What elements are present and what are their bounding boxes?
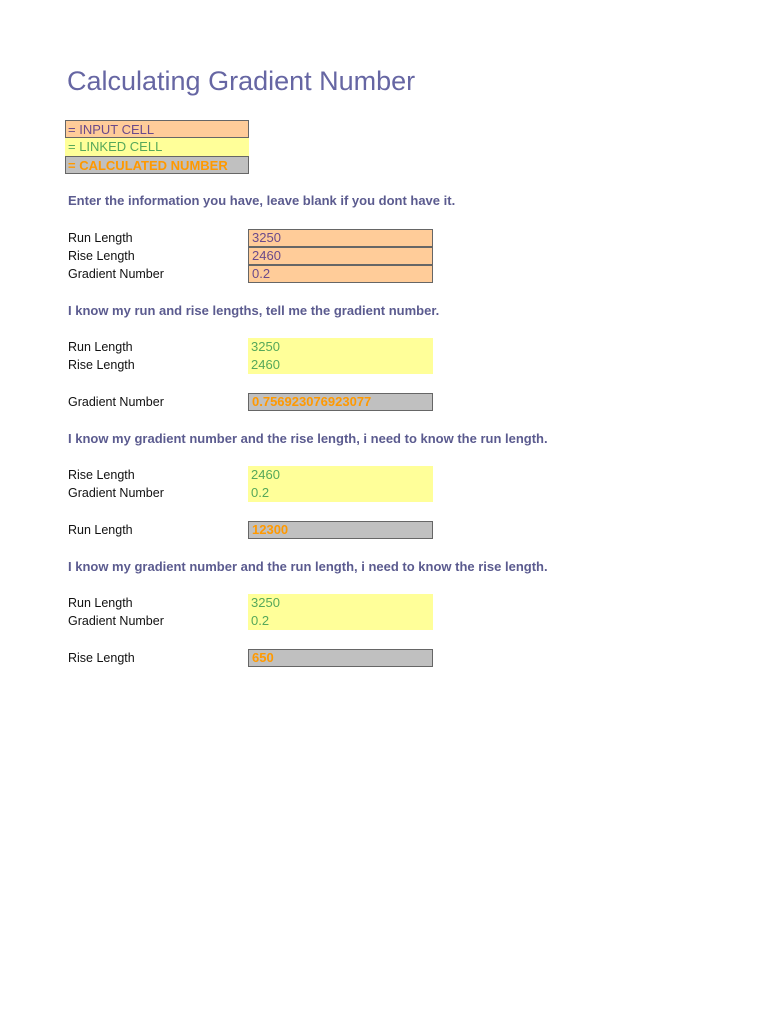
gradient-result-cell[interactable]: 0.756923076923077: [248, 393, 433, 411]
run-result-cell[interactable]: 12300: [248, 521, 433, 539]
legend-input-cell: = INPUT CELL: [65, 120, 249, 138]
cell-legend: [65, 120, 249, 174]
run-rise-length-cell[interactable]: 2460: [248, 466, 433, 484]
run-result-label: Run Length: [68, 523, 133, 537]
input-section-heading: Enter the information you have, leave blank if you dont have it.: [68, 193, 456, 208]
gradient-result-label: Gradient Number: [68, 395, 164, 409]
rise-gradient-number-label: Gradient Number: [68, 614, 164, 628]
rise-result-cell[interactable]: 650: [248, 649, 433, 667]
rise-run-length-label: Run Length: [68, 596, 133, 610]
rise-result-label: Rise Length: [68, 651, 135, 665]
input-rise-length-label: Rise Length: [68, 249, 135, 263]
legend-calculated-number: = CALCULATED NUMBER: [65, 156, 249, 174]
run-gradient-number-label: Gradient Number: [68, 486, 164, 500]
rise-section-heading: I know my gradient number and the run length, i need to know the rise length.: [68, 559, 548, 574]
run-gradient-number-cell[interactable]: 0.2: [248, 484, 433, 502]
run-rise-length-label: Rise Length: [68, 468, 135, 482]
gradient-section-heading: I know my run and rise lengths, tell me the gradient number.: [68, 303, 440, 318]
gradient-run-length-cell[interactable]: 3250: [248, 338, 433, 356]
input-rise-length-cell[interactable]: 2460: [248, 247, 433, 265]
gradient-rise-length-cell[interactable]: 2460: [248, 356, 433, 374]
input-run-length-cell[interactable]: 3250: [248, 229, 433, 247]
page-title: Calculating Gradient Number: [67, 66, 416, 96]
rise-run-length-cell[interactable]: 3250: [248, 594, 433, 612]
legend-linked-cell: = LINKED CELL: [65, 138, 249, 156]
input-gradient-number-cell[interactable]: 0.2: [248, 265, 433, 283]
run-section-heading: I know my gradient number and the rise length, i need to know the run length.: [68, 431, 548, 446]
gradient-run-length-label: Run Length: [68, 340, 133, 354]
gradient-rise-length-label: Rise Length: [68, 358, 135, 372]
rise-gradient-number-cell[interactable]: 0.2: [248, 612, 433, 630]
input-run-length-label: Run Length: [68, 231, 133, 245]
input-gradient-number-label: Gradient Number: [68, 267, 164, 281]
